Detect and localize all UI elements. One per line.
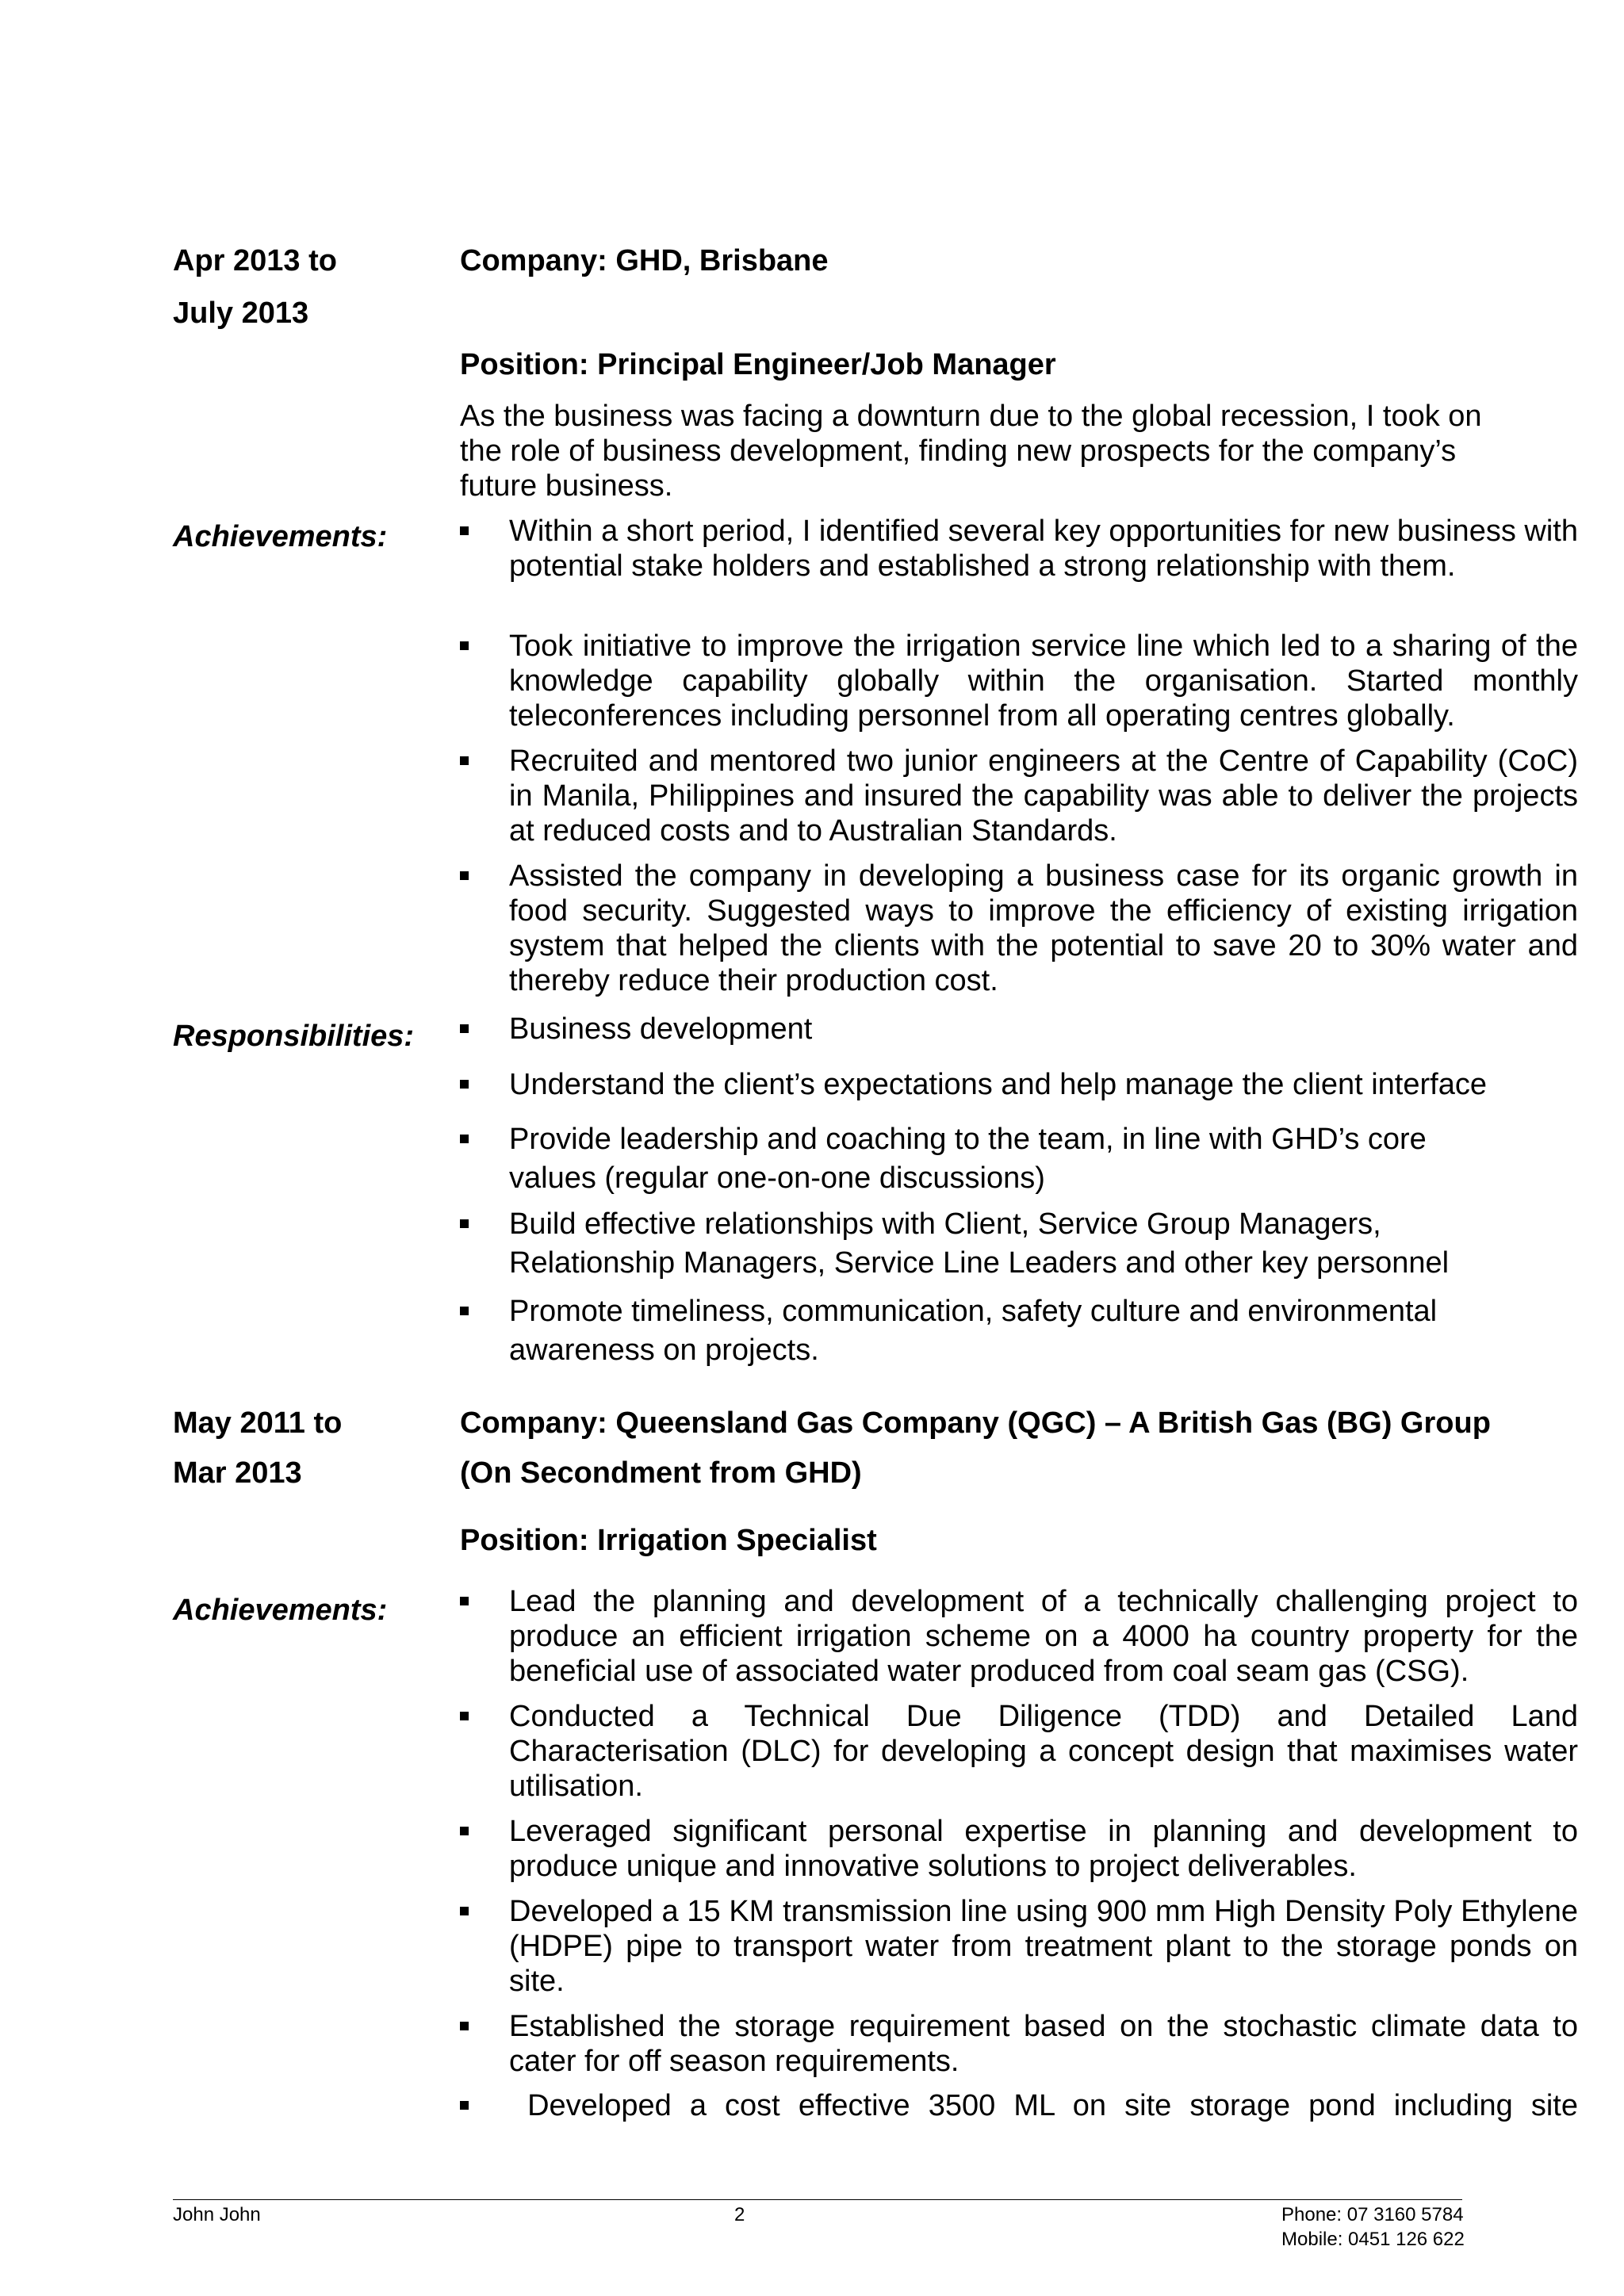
- list-item: [460, 859, 1578, 998]
- bullet-text: Within a short period, I identified several key opportunities for new business with potential stake holders and established a strong relationship with them.: [509, 515, 1578, 583]
- job2-secondment: (On Secondment from GHD): [460, 1456, 862, 1490]
- list-item: [460, 1292, 1491, 1370]
- bullet-text: Established the storage requirement based on the stochastic climate data to cater for off season requirements.: [509, 2010, 1578, 2078]
- bullet-text: Assisted the company in developing a business case for its organic growth in food security. Suggested ways to improve the efficiency of existing irrigation system that helped the clients with the potential to save 20 to 30% water and thereby reduce their production cost.: [509, 859, 1578, 997]
- bullet-icon: [460, 756, 469, 765]
- bullet-text: Lead the planning and development of a technically challenging project to produce an efficient irrigation scheme on a 4000 ha country property for the beneficial use of associated water produced from coal seam gas (CSG).: [509, 1585, 1578, 1688]
- bullet-text: Developed a 15 KM transmission line using 900 mm High Density Poly Ethylene (HDPE) pipe to transport water from treatment plant to the storage ponds on site.: [509, 1895, 1578, 1998]
- job1-date-start: Apr 2013 to: [173, 244, 337, 277]
- list-item: [460, 2088, 1578, 2123]
- footer-mobile: Mobile: 0451 126 622: [1281, 2229, 1465, 2250]
- list-item: [460, 1814, 1578, 1884]
- bullet-text: Leveraged significant personal expertise in planning and development to produce unique and innovative solutions to project deliverables.: [509, 1815, 1578, 1883]
- job1-responsibilities-label: Responsibilities:: [173, 1020, 415, 1053]
- bullet-icon: [460, 1907, 469, 1915]
- bullet-icon: [460, 1080, 469, 1089]
- footer-phone: Phone: 07 3160 5784: [1281, 2204, 1464, 2225]
- bullet-icon: [460, 2022, 469, 2030]
- bullet-text: Recruited and mentored two junior engineers at the Centre of Capability (CoC) in Manila, Philippines and insured the capability was able to deliver the projects at reduced costs and to Australian Standards.: [509, 744, 1578, 848]
- job2-achievements-label: Achievements:: [173, 1594, 388, 1627]
- list-item: [460, 2009, 1578, 2079]
- footer-name: John John: [173, 2204, 261, 2225]
- bullet-text: Understand the client’s expectations and help manage the client interface: [509, 1068, 1487, 1101]
- job2-date-start: May 2011 to: [173, 1406, 343, 1440]
- bullet-icon: [460, 526, 469, 535]
- bullet-icon: [460, 1024, 469, 1033]
- bullet-icon: [460, 1597, 469, 1605]
- list-item: [460, 1010, 1578, 1049]
- list-item: [460, 1066, 1578, 1104]
- bullet-text: Developed a cost effective 3500 ML on site storage pond including site: [509, 2089, 1578, 2122]
- bullet-icon: [460, 641, 469, 650]
- bullet-text: Promote timeliness, communication, safety culture and environmental awareness on projects.: [509, 1295, 1438, 1367]
- bullet-text: Provide leadership and coaching to the team, in line with GHD’s core values (regular one-on-one discussions): [509, 1123, 1427, 1195]
- footer-page-number: 2: [734, 2204, 745, 2225]
- bullet-text: Business development: [509, 1012, 813, 1046]
- list-item: [460, 514, 1578, 584]
- job1-company: Company: GHD, Brisbane: [460, 244, 829, 277]
- bullet-icon: [460, 2101, 469, 2110]
- job2-date-end: Mar 2013: [173, 1456, 302, 1490]
- job1-achievements-label: Achievements:: [173, 520, 388, 553]
- bullet-icon: [460, 1219, 469, 1228]
- job2-company: Company: Queensland Gas Company (QGC) – A British Gas (BG) Group: [460, 1406, 1491, 1440]
- list-item: [460, 1120, 1491, 1198]
- job1-intro: As the business was facing a downturn due to the global recession, I took on the role of business development, finding new prospects for the company’s future business.: [460, 400, 1482, 503]
- job2-position: Position: Irrigation Specialist: [460, 1524, 877, 1557]
- bullet-icon: [460, 1827, 469, 1835]
- list-item: [460, 744, 1578, 848]
- bullet-icon: [460, 1712, 469, 1720]
- job1-position: Position: Principal Engineer/Job Manager: [460, 348, 1056, 381]
- bullet-text: Build effective relationships with Client, Service Group Managers, Relationship Managers, Service Line Leaders and other key personnel: [509, 1207, 1450, 1280]
- footer-divider: [173, 2199, 1462, 2200]
- bullet-icon: [460, 1135, 469, 1143]
- list-item: [460, 1894, 1578, 1999]
- bullet-icon: [460, 1307, 469, 1315]
- list-item: [460, 1584, 1578, 1689]
- list-item: [460, 1699, 1578, 1804]
- bullet-text: Conducted a Technical Due Diligence (TDD) and Detailed Land Characterisation (DLC) for developing a concept design that maximises water utilisation.: [509, 1700, 1578, 1803]
- list-item: [460, 1205, 1483, 1283]
- list-item: [460, 629, 1578, 733]
- bullet-icon: [460, 871, 469, 880]
- bullet-text: Took initiative to improve the irrigation service line which led to a sharing of the knowledge capability globally within the organisation. Started monthly teleconferences including personnel from all operating centres globally.: [509, 629, 1578, 733]
- job1-date-end: July 2013: [173, 297, 309, 330]
